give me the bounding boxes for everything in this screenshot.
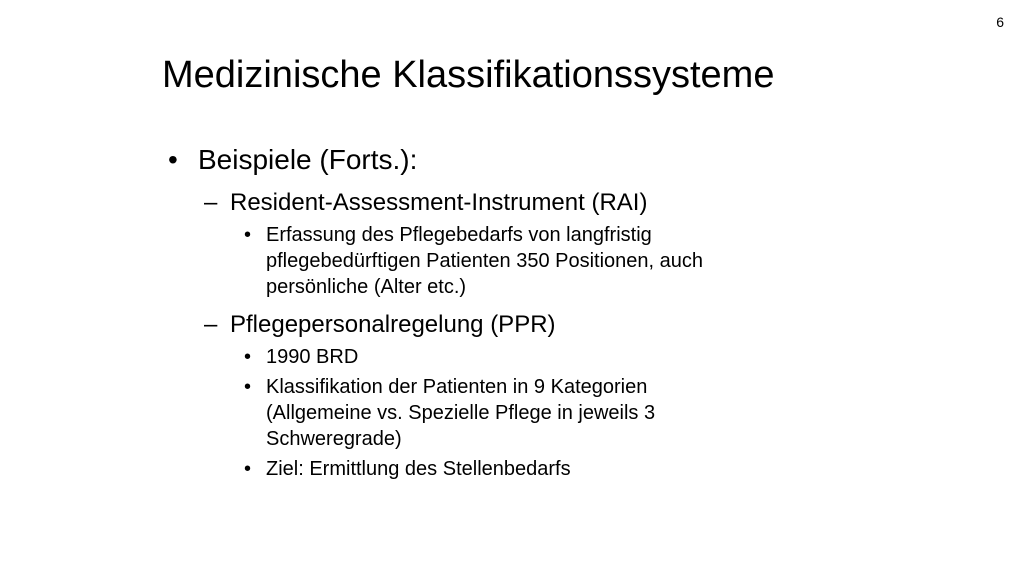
bullet-icon: •	[244, 376, 252, 398]
subheading-text: Resident-Assessment-Instrument (RAI)	[230, 189, 648, 216]
dash-icon: –	[204, 189, 218, 216]
dash-icon: –	[204, 311, 218, 338]
subheading-ppr	[168, 310, 848, 340]
subheading-rai	[168, 188, 848, 218]
bullet-icon: •	[168, 144, 178, 175]
list-item	[168, 222, 746, 300]
list-item-text: Erfassung des Pflegebedarfs von langfristig pflegebedürftigen Patienten 350 Positionen, auch persönliche (Alter etc.)	[266, 224, 704, 298]
bullet-icon: •	[244, 458, 252, 480]
list-item-text: Klassifikation der Patienten in 9 Kategorien (Allgemeine vs. Spezielle Pflege in jeweils 3 Schweregrade)	[266, 376, 656, 450]
bullet-level1	[168, 142, 848, 178]
slide-title: Medizinische Klassifikationssysteme	[162, 54, 775, 96]
subheading-text: Pflegepersonalregelung (PPR)	[230, 311, 556, 338]
bullet-icon: •	[244, 224, 252, 246]
slide-number: 6	[996, 14, 1004, 30]
list-item	[168, 456, 746, 482]
bullet-icon: •	[244, 346, 252, 368]
bullet-heading-text: Beispiele (Forts.):	[198, 144, 418, 175]
list-item-text: Ziel: Ermittlung des Stellenbedarfs	[266, 458, 571, 480]
slide-content	[168, 142, 848, 482]
list-item-text: 1990 BRD	[266, 346, 359, 368]
list-item	[168, 344, 746, 370]
list-item	[168, 374, 746, 452]
